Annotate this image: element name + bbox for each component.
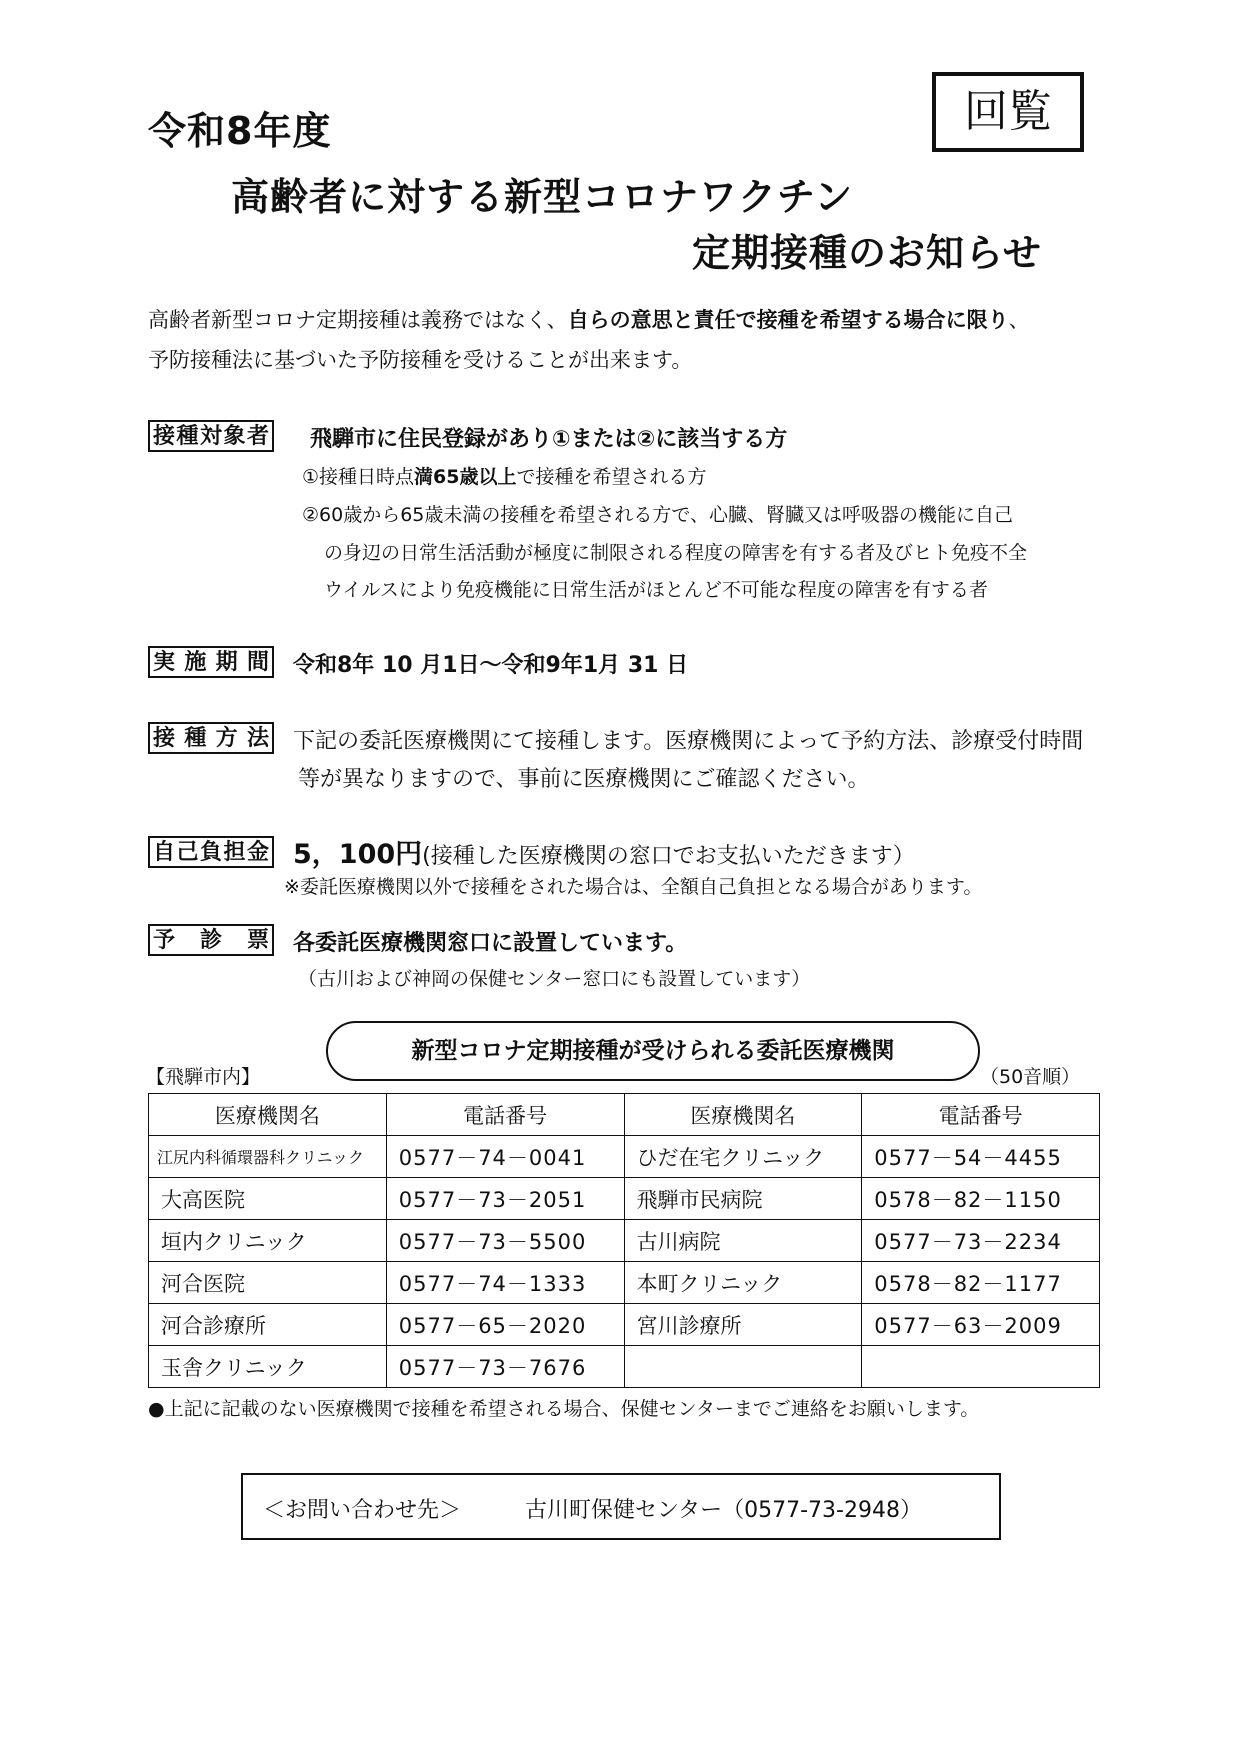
method-line1: 下記の委託医療機関にて接種します。医療機関によって予約方法、診療受付時間	[293, 729, 1084, 754]
order-label: （50音順）	[980, 1066, 1081, 1088]
target-item1-a: ①接種日時点	[302, 466, 415, 488]
cost-footnote: ※委託医療機関以外で接種をされた場合は、全額自己負担となる場合があります。	[284, 876, 983, 898]
intro-line1-c: 、	[1008, 308, 1030, 332]
period-label: 実施期間	[148, 646, 274, 678]
method-label: 接種方法	[148, 722, 274, 754]
area-label: 【飛騨市内】	[146, 1066, 261, 1088]
document-title-line2: 定期接種のお知らせ	[692, 231, 1042, 275]
target-item2-line2: の身辺の日常生活活動が極度に制限される程度の障害を有する者及びヒト免疫不全	[324, 542, 1028, 564]
column-header: 医療機関名	[624, 1094, 862, 1136]
target-item2-line1: ②60歳から65歳未満の接種を希望される方で、心臓、腎臓又は呼吸器の機能に自己	[302, 504, 1014, 526]
institution-name: ひだ在宅クリニック	[624, 1136, 862, 1178]
phone-number: 0577－73－7676	[386, 1346, 624, 1388]
institution-name: 宮川診療所	[624, 1304, 862, 1346]
phone-number: 0577－65－2020	[386, 1304, 624, 1346]
period-text: 令和8年 10 月1日～令和9年1月 31 日	[293, 653, 689, 678]
institution-name: 本町クリニック	[624, 1262, 862, 1304]
intro-text	[148, 300, 1030, 380]
contact-box	[241, 1473, 1001, 1540]
phone-number: 0577－73－2051	[386, 1178, 624, 1220]
institution-name: 江尻内科循環器科クリニック	[149, 1136, 387, 1178]
cost-line	[293, 832, 915, 871]
method-line2: 等が異なりますので、事前に医療機関にご確認ください。	[298, 767, 870, 792]
circulation-stamp: 回覧	[932, 72, 1084, 152]
institutions-note: ●上記に記載のない医療機関で接種を希望される場合、保健センターまでご連絡をお願いします。	[148, 1398, 980, 1420]
table-row	[149, 1262, 1100, 1304]
column-header: 電話番号	[386, 1094, 624, 1136]
form-text: 各委託医療機関窓口に設置しています。	[293, 931, 688, 956]
target-item2-line3: ウイルスにより免疫機能に日常生活がほとんど不可能な程度の障害を有する者	[324, 579, 988, 601]
target-label: 接種対象者	[148, 420, 274, 452]
institution-name: 垣内クリニック	[149, 1220, 387, 1262]
institution-name	[624, 1346, 862, 1388]
institution-name: 河合診療所	[149, 1304, 387, 1346]
institution-name: 河合医院	[149, 1262, 387, 1304]
form-sub: （古川および神岡の保健センター窓口にも設置しています）	[298, 968, 811, 990]
form-label: 予診票	[148, 924, 274, 956]
institution-name: 飛騨市民病院	[624, 1178, 862, 1220]
phone-number	[862, 1346, 1100, 1388]
target-headline: 飛騨市に住民登録があり①または②に該当する方	[310, 427, 788, 452]
contact-label: ＜お問い合わせ先＞	[263, 1498, 462, 1523]
institution-name: 玉舎クリニック	[149, 1346, 387, 1388]
document-title-line1: 高齢者に対する新型コロナワクチン	[231, 175, 854, 219]
target-item1-age: 満65歳以上	[414, 466, 517, 488]
phone-number: 0577－74－0041	[386, 1136, 624, 1178]
table-header-row	[149, 1094, 1100, 1136]
intro-line1-emphasis: 自らの意思と責任で接種を希望する場合に限り	[567, 308, 1009, 332]
phone-number: 0577－54－4455	[862, 1136, 1100, 1178]
cost-amount: 5，100円	[293, 839, 423, 870]
phone-number: 0578－82－1177	[862, 1262, 1100, 1304]
contact-value: 古川町保健センター（0577-73-2948）	[525, 1498, 922, 1523]
intro-line2: 予防接種法に基づいた予防接種を受けることが出来ます。	[148, 348, 693, 372]
table-row	[149, 1346, 1100, 1388]
cost-label: 自己負担金	[148, 836, 274, 868]
phone-number: 0577－74－1333	[386, 1262, 624, 1304]
institution-name: 古川病院	[624, 1220, 862, 1262]
table-row	[149, 1136, 1100, 1178]
table-row	[149, 1178, 1100, 1220]
institution-name: 大高医院	[149, 1178, 387, 1220]
column-header: 医療機関名	[149, 1094, 387, 1136]
table-row	[149, 1304, 1100, 1346]
target-item1-c: で接種を希望される方	[516, 466, 707, 488]
column-header: 電話番号	[862, 1094, 1100, 1136]
phone-number: 0577－63－2009	[862, 1304, 1100, 1346]
phone-number: 0577－73－5500	[386, 1220, 624, 1262]
intro-line1-a: 高齢者新型コロナ定期接種は義務ではなく、	[148, 308, 568, 332]
institutions-heading: 新型コロナ定期接種が受けられる委託医療機関	[326, 1021, 980, 1081]
target-item1	[302, 462, 707, 489]
phone-number: 0577－73－2234	[862, 1220, 1100, 1262]
table-row	[149, 1220, 1100, 1262]
phone-number: 0578－82－1150	[862, 1178, 1100, 1220]
institutions-table	[148, 1093, 1100, 1388]
fiscal-year-title: 令和8年度	[148, 109, 332, 153]
cost-note: (接種した医療機関の窓口でお支払いただきます）	[422, 844, 915, 869]
